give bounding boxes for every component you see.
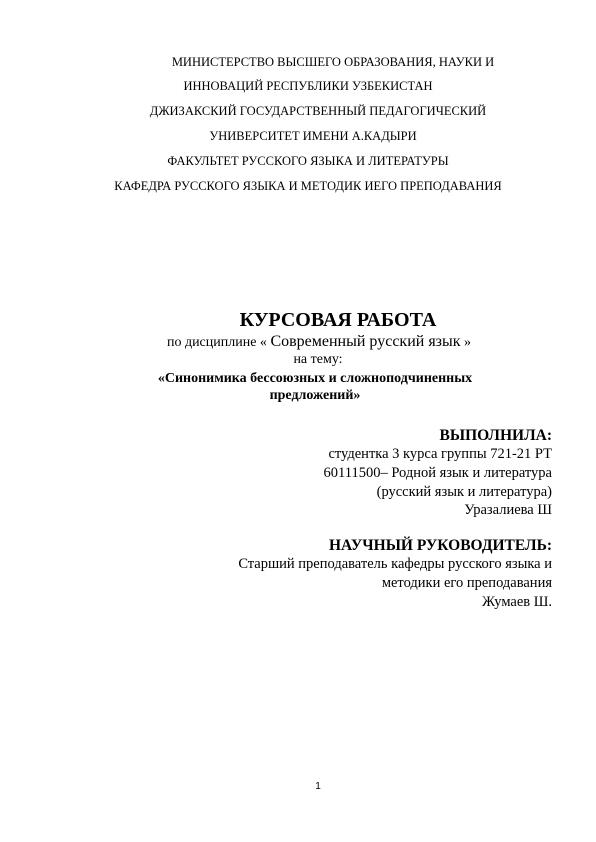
author-specialty-note: (русский язык и литература) xyxy=(376,484,552,500)
university-line-2: УНИВЕРСИТЕТ ИМЕНИ А.КАДЫРИ xyxy=(209,129,417,143)
author-heading: ВЫПОЛНИЛА: xyxy=(439,427,552,444)
ministry-line-2: ИННОВАЦИЙ РЕСПУБЛИКИ УЗБЕКИСТАН xyxy=(183,79,433,93)
university-line-1: ДЖИЗАКСКИЙ ГОСУДАРСТВЕННЫЙ ПЕДАГОГИЧЕСКИЙ xyxy=(149,104,487,118)
supervisor-name: Жумаев Ш. xyxy=(481,594,552,610)
faculty-line: ФАКУЛЬТЕТ РУССКОГО ЯЗЫКА И ЛИТЕРАТУРЫ xyxy=(167,154,449,168)
discipline-name: Современный русский язык xyxy=(270,333,461,350)
supervisor-position-line-1: Старший преподаватель кафедры русского языка и xyxy=(238,556,552,572)
work-title: КУРСОВАЯ РАБОТА xyxy=(239,309,437,331)
author-specialty-line: 60111500– Родной язык и литература xyxy=(323,465,552,481)
topic-line-1: «Синонимика бессоюзных и сложноподчиненных xyxy=(157,371,473,386)
page-number: 1 xyxy=(315,781,321,792)
ministry-line-1: МИНИСТЕРСТВО ВЫСШЕГО ОБРАЗОВАНИЯ, НАУКИ И xyxy=(171,55,495,69)
discipline-prefix: по дисциплине « xyxy=(166,335,267,350)
supervisor-position-line-2: методики его преподавания xyxy=(381,575,552,591)
author-name: Уразалиева Ш xyxy=(464,502,552,518)
discipline-line xyxy=(0,333,596,351)
author-group-line: студентка 3 курса группы 721-21 РТ xyxy=(328,446,552,462)
topic-line-2: предложений» xyxy=(269,388,361,403)
department-line: КАФЕДРА РУССКОГО ЯЗЫКА И МЕТОДИК ИЕГО ПРЕПОДАВАНИЯ xyxy=(114,179,502,193)
supervisor-heading: НАУЧНЫЙ РУКОВОДИТЕЛЬ: xyxy=(329,537,552,554)
topic-label: на тему: xyxy=(293,352,343,367)
discipline-suffix: » xyxy=(464,335,472,350)
